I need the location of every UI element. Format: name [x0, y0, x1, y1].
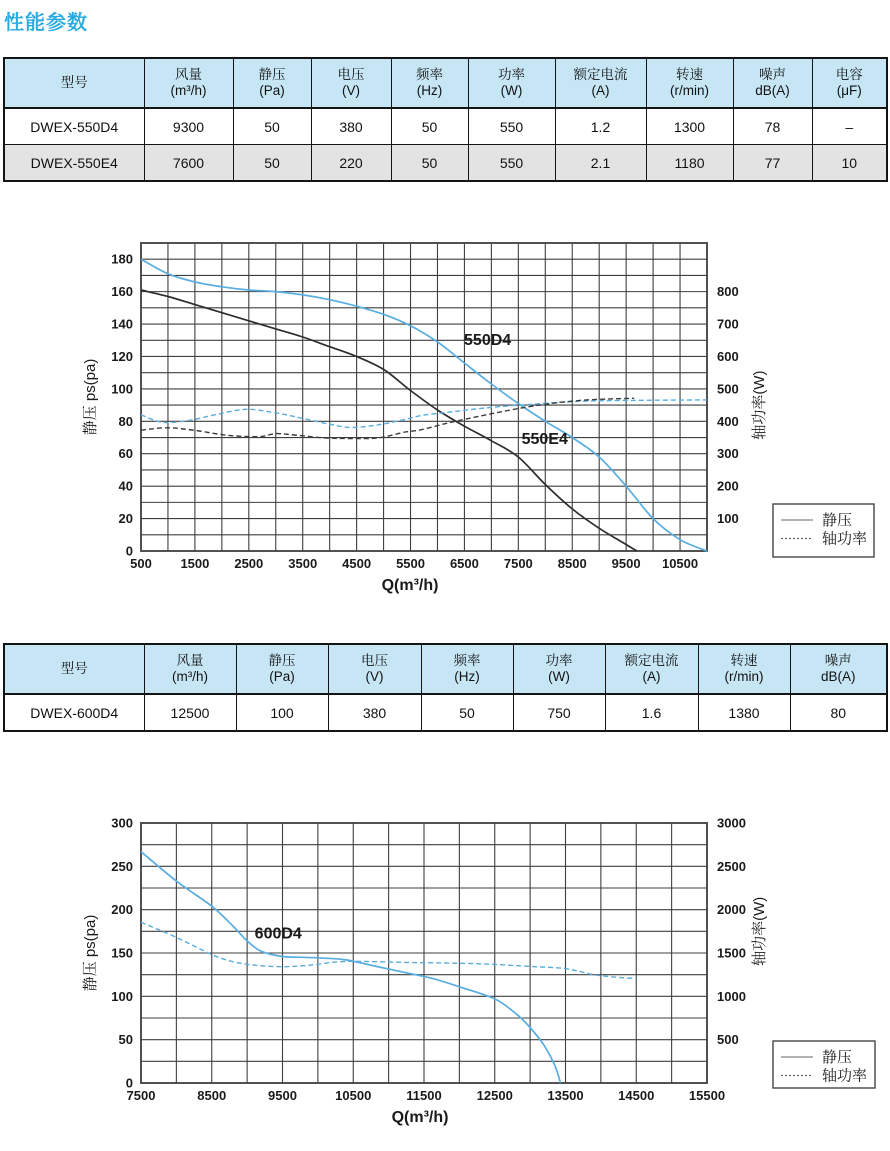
y-left-axis-title: 静压 ps(pa)	[82, 914, 99, 992]
series-550D4 轴功率	[141, 400, 707, 428]
table-cell: 50	[233, 145, 311, 182]
y-left-tick-label: 180	[111, 251, 133, 267]
table-cell: 1300	[646, 108, 733, 145]
table-cell: DWEX-550E4	[4, 145, 144, 182]
x-tick-label: 10500	[335, 1088, 372, 1103]
legend	[773, 1041, 875, 1088]
y-right-tick-label: 200	[717, 478, 739, 494]
table-cell: 80	[790, 694, 887, 731]
y-right-tick-label: 3000	[717, 815, 746, 831]
y-right-tick-label: 800	[717, 284, 739, 300]
x-tick-label: 14500	[618, 1088, 655, 1103]
table-cell: DWEX-550D4	[4, 108, 144, 145]
x-tick-label: 2500	[234, 556, 264, 571]
x-axis-title: Q(m³/h)	[381, 577, 439, 594]
table-header-cell: 转速 (r/min)	[646, 58, 733, 108]
table-cell: 9300	[144, 108, 233, 145]
table-cell: 50	[391, 145, 468, 182]
table-header-cell: 频率 (Hz)	[391, 58, 468, 108]
x-axis-title: Q(m³/h)	[391, 1109, 449, 1126]
curve-label-600D4: 600D4	[254, 925, 302, 943]
grid	[141, 823, 707, 1083]
x-tick-label: 6500	[449, 556, 479, 571]
table-cell: –	[812, 108, 887, 145]
table-header-cell: 静压 (Pa)	[236, 644, 328, 694]
series-600D4 静压	[141, 852, 561, 1083]
grid	[141, 243, 707, 551]
table-cell: 50	[421, 694, 513, 731]
table-header-cell: 功率 (W)	[513, 644, 605, 694]
table-header-cell: 静压 (Pa)	[233, 58, 311, 108]
page-title: 性能参数	[4, 12, 88, 34]
y-left-tick-label: 100	[111, 381, 133, 397]
performance-table-550	[3, 57, 888, 182]
y-right-axis-title: 轴功率(W)	[751, 370, 768, 440]
y-right-tick-label: 400	[717, 413, 739, 429]
legend-item-label: 静压	[822, 512, 853, 529]
legend-item-label: 轴功率	[822, 530, 868, 548]
y-right-tick-label: 600	[717, 348, 739, 364]
table-header-cell: 电压 (V)	[311, 58, 391, 108]
table-header-cell: 电压 (V)	[328, 644, 421, 694]
y-right-tick-label: 100	[717, 511, 739, 527]
table-row	[4, 694, 887, 731]
x-tick-label: 5500	[396, 556, 425, 571]
y-left-tick-label: 140	[111, 316, 133, 332]
y-right-axis-title: 轴功率(W)	[751, 896, 768, 966]
table-header-cell: 转速 (r/min)	[698, 644, 790, 694]
y-left-tick-label: 50	[118, 1032, 133, 1048]
x-tick-label: 15500	[688, 1088, 726, 1103]
y-left-tick-label: 40	[118, 478, 133, 494]
y-right-tick-label: 1000	[717, 988, 746, 1004]
y-left-tick-label: 250	[111, 858, 133, 874]
y-left-tick-label: 150	[111, 945, 133, 961]
performance-table-600	[3, 643, 888, 732]
table-cell: 12500	[144, 694, 236, 731]
y-left-tick-label: 120	[111, 348, 133, 364]
table-cell: 220	[311, 145, 391, 182]
x-tick-label: 8500	[197, 1088, 227, 1103]
x-tick-label: 8500	[557, 556, 587, 571]
y-left-axis-title: 静压 ps(pa)	[82, 358, 99, 436]
curve-label-550D4: 550D4	[464, 332, 512, 350]
table-cell: 1180	[646, 145, 733, 182]
x-tick-label: 3500	[288, 556, 318, 571]
x-tick-label: 4500	[342, 556, 372, 571]
table-cell: 1.2	[555, 108, 646, 145]
table-header-row	[4, 58, 887, 108]
x-tick-label: 7500	[126, 1088, 156, 1103]
x-tick-label: 12500	[476, 1088, 513, 1103]
table-header-cell: 额定电流 (A)	[605, 644, 698, 694]
table-cell: 78	[733, 108, 812, 145]
table-cell: 50	[391, 108, 468, 145]
table-cell: 7600	[144, 145, 233, 182]
table-cell: 380	[311, 108, 391, 145]
table-cell: 750	[513, 694, 605, 731]
table-cell: DWEX-600D4	[4, 694, 144, 731]
table-header-cell: 额定电流 (A)	[555, 58, 646, 108]
y-left-tick-label: 80	[118, 413, 133, 429]
performance-chart-550	[0, 228, 890, 610]
y-right-tick-label: 700	[717, 316, 739, 332]
y-left-tick-label: 100	[111, 988, 133, 1004]
x-tick-label: 9500	[268, 1088, 297, 1103]
y-left-tick-label: 20	[118, 511, 133, 527]
y-right-tick-label: 1500	[717, 945, 746, 961]
table-cell: 100	[236, 694, 328, 731]
table-header-row	[4, 644, 887, 694]
table-cell: 10	[812, 145, 887, 182]
curve-label-550E4: 550E4	[521, 431, 568, 449]
table-header-cell: 功率 (W)	[468, 58, 555, 108]
table-header-cell: 频率 (Hz)	[421, 644, 513, 694]
table-cell: 550	[468, 108, 555, 145]
x-tick-label: 500	[130, 556, 152, 571]
y-left-tick-label: 0	[125, 543, 133, 559]
tick-labels	[111, 252, 738, 571]
performance-chart-600	[0, 795, 890, 1140]
plot-border	[141, 243, 707, 551]
x-tick-label: 11500	[406, 1088, 442, 1103]
table-header-cell: 风量 (m³/h)	[144, 58, 233, 108]
x-tick-label: 9500	[611, 556, 641, 571]
y-left-tick-label: 300	[111, 815, 133, 831]
series-550E4 静压	[141, 290, 637, 551]
x-tick-label: 13500	[547, 1088, 584, 1103]
table-cell: 1380	[698, 694, 790, 731]
x-tick-label: 1500	[180, 556, 210, 571]
y-left-tick-label: 200	[111, 902, 133, 918]
table-header-cell: 型号	[4, 58, 144, 108]
x-tick-label: 7500	[503, 556, 533, 571]
table-cell: 380	[328, 694, 421, 731]
y-left-tick-label: 160	[111, 284, 133, 300]
table-cell: 1.6	[605, 694, 698, 731]
table-row	[4, 145, 887, 182]
y-right-tick-label: 2500	[717, 858, 746, 874]
y-right-tick-label: 2000	[717, 902, 746, 918]
legend-item-label: 静压	[822, 1049, 853, 1066]
y-right-tick-label: 300	[717, 446, 739, 462]
legend-item-label: 轴功率	[822, 1067, 868, 1085]
y-left-tick-label: 0	[125, 1075, 133, 1091]
y-right-tick-label: 500	[717, 381, 739, 397]
table-cell: 77	[733, 145, 812, 182]
legend	[773, 504, 874, 557]
y-left-tick-label: 60	[118, 446, 133, 462]
x-tick-label: 10500	[661, 556, 699, 571]
table-cell: 2.1	[555, 145, 646, 182]
tick-labels	[111, 816, 746, 1104]
table-header-cell: 风量 (m³/h)	[144, 644, 236, 694]
table-row	[4, 108, 887, 145]
table-header-cell: 型号	[4, 644, 144, 694]
table-header-cell: 电容 (μF)	[812, 58, 887, 108]
table-cell: 50	[233, 108, 311, 145]
table-cell: 550	[468, 145, 555, 182]
y-right-tick-label: 500	[717, 1032, 739, 1048]
table-header-cell: 噪声 dB(A)	[790, 644, 887, 694]
table-header-cell: 噪声 dB(A)	[733, 58, 812, 108]
